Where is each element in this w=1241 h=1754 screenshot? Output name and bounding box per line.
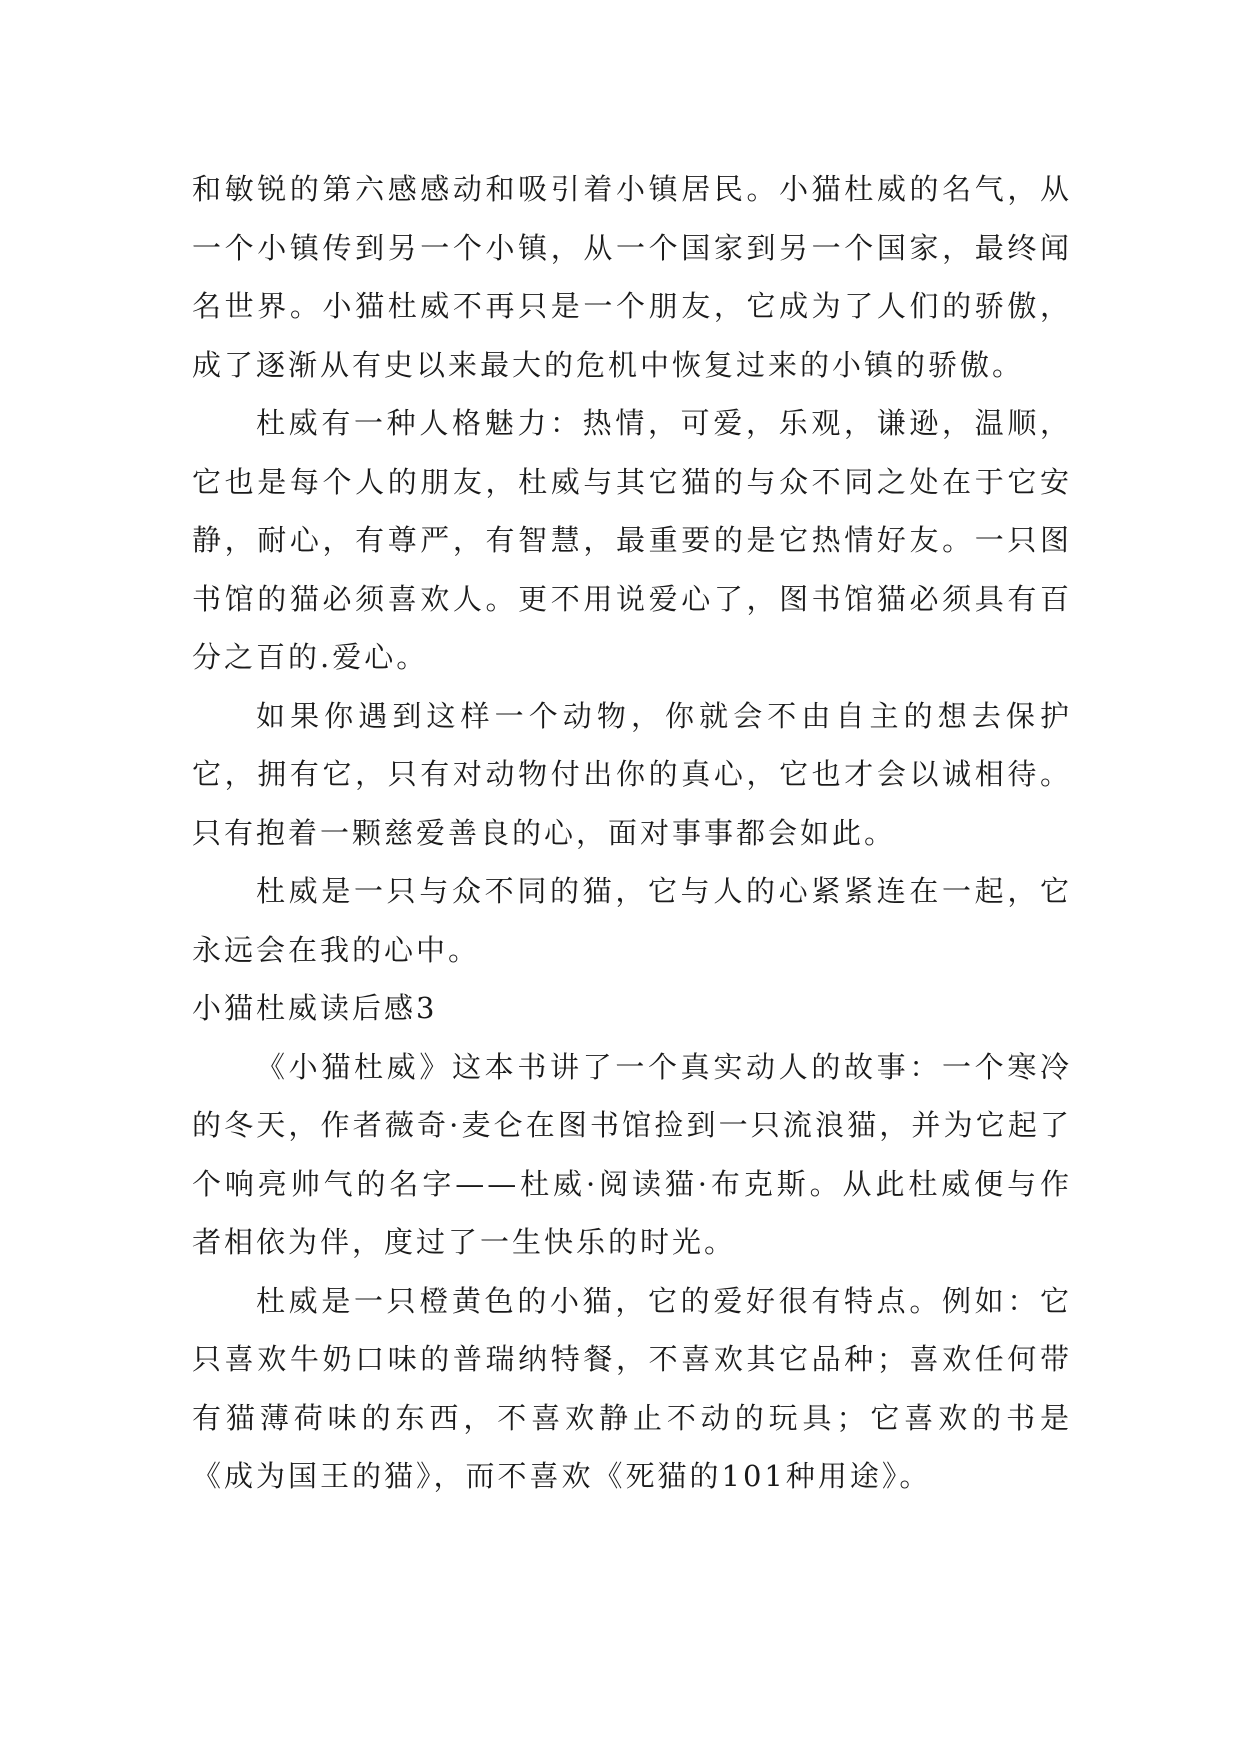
- paragraph: 如果你遇到这样一个动物，你就会不由自主的想去保护它，拥有它，只有对动物付出你的真心，它也才会以诚相待。只有抱着一颗慈爱善良的心，面对事事都会如此。: [192, 698, 1072, 850]
- paragraph: 《小猫杜威》这本书讲了一个真实动人的故事：一个寒冷的冬天，作者薇奇·麦仑在图书馆捡到一只流浪猫，并为它起了个响亮帅气的名字——杜威·阅读猫·布克斯。从此杜威便与作者相依为伴，度过了一生快乐的时光。: [192, 1049, 1072, 1259]
- paragraph: 杜威有一种人格魅力：热情，可爱，乐观，谦逊，温顺，它也是每个人的朋友，杜威与其它猫的与众不同之处在于它安静，耐心，有尊严，有智慧，最重要的是它热情好友。一只图书馆的猫必须喜欢人。更不用说爱心了，图书馆猫必须具有百分之百的.爱心。: [192, 406, 1072, 674]
- section-title: 小猫杜威读后感3: [192, 991, 438, 1025]
- paragraph-continued: 和敏锐的第六感感动和吸引着小镇居民。小猫杜威的名气，从一个小镇传到另一个小镇，从一个国家到另一个国家，最终闻名世界。小猫杜威不再只是一个朋友，它成为了人们的骄傲，成了逐渐从有史以来最大的危机中恢复过来的小镇的骄傲。: [192, 172, 1072, 382]
- document-body: [192, 160, 1072, 1506]
- paragraph: 杜威是一只与众不同的猫，它与人的心紧紧连在一起，它永远会在我的心中。: [192, 874, 1072, 967]
- paragraph: 杜威是一只橙黄色的小猫，它的爱好很有特点。例如：它只喜欢牛奶口味的普瑞纳特餐，不喜欢其它品种；喜欢任何带有猫薄荷味的东西，不喜欢静止不动的玩具；它喜欢的书是《成为国王的猫》，而不喜欢《死猫的101种用途》。: [192, 1283, 1072, 1493]
